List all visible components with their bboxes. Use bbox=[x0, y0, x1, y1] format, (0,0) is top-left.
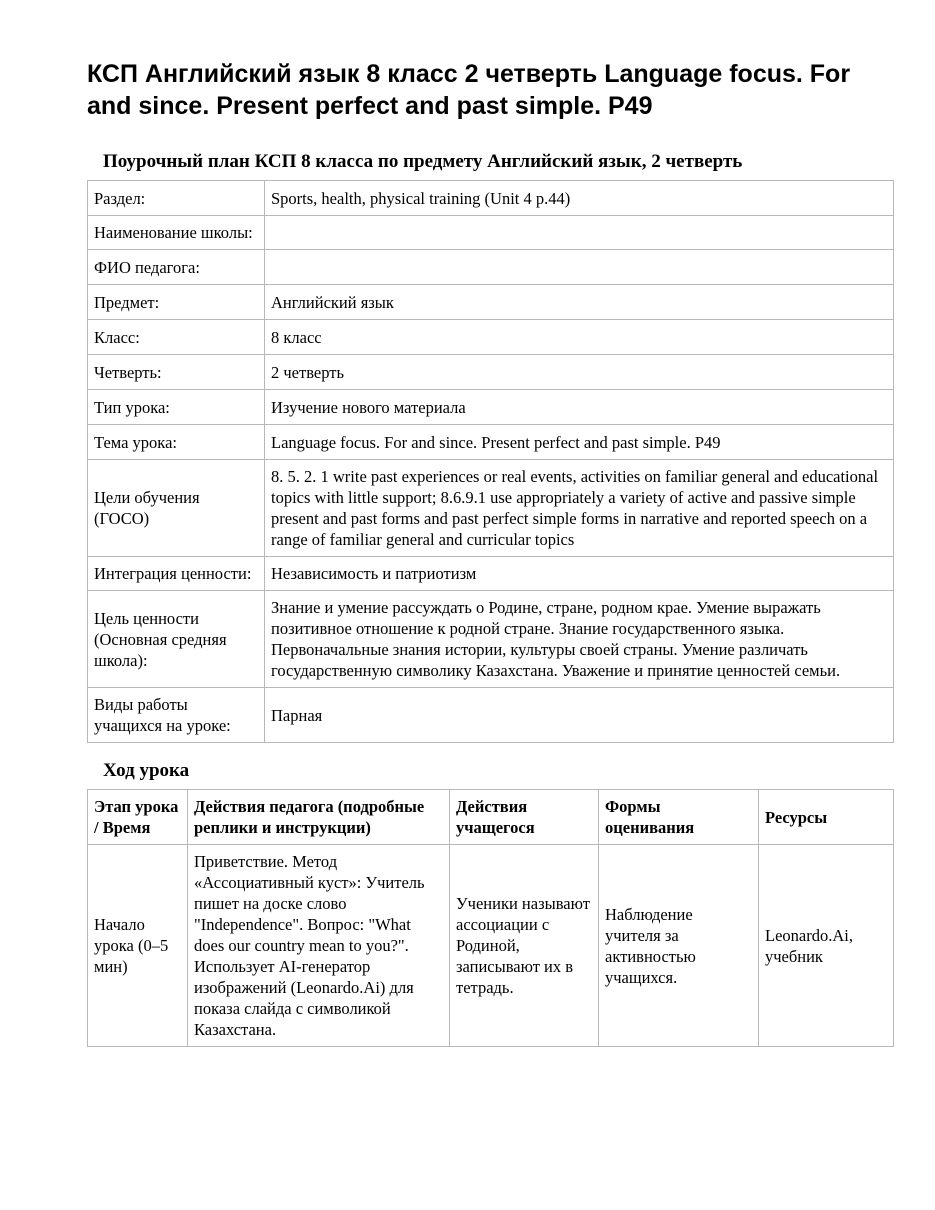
row-value: Language focus. For and since. Present perfect and past simple. P49 bbox=[265, 425, 894, 460]
column-header: Формы оценивания bbox=[599, 790, 759, 845]
row-label: Четверть: bbox=[88, 355, 265, 390]
row-value bbox=[265, 216, 894, 250]
column-header: Действия педагога (подробные реплики и инструкции) bbox=[188, 790, 450, 845]
column-header: Действия учащегося bbox=[450, 790, 599, 845]
table-row bbox=[88, 285, 894, 320]
resources-cell: Leonardo.Ai, учебник bbox=[759, 845, 894, 1047]
table-row bbox=[88, 557, 894, 591]
column-header: Ресурсы bbox=[759, 790, 894, 845]
stage-cell: Начало урока (0–5 мин) bbox=[88, 845, 188, 1047]
plan-heading: Поурочный план КСП 8 класса по предмету Английский язык, 2 четверть bbox=[103, 151, 743, 172]
row-label: Тема урока: bbox=[88, 425, 265, 460]
row-value: Знание и умение рассуждать о Родине, стране, родном крае. Умение выражать позитивное отношение к родной стране. Знание государственного языка. Первоначальные знания истории, культуры своей страны. Умение различать государственную символику Казахстана. Уважение и принятие ценностей семьи. bbox=[265, 591, 894, 688]
row-label: Цель ценности (Основная средняя школа): bbox=[88, 591, 265, 688]
row-label: Цели обучения (ГОСО) bbox=[88, 460, 265, 557]
lesson-flow-table bbox=[87, 789, 894, 1047]
row-value: Sports, health, physical training (Unit 4 p.44) bbox=[265, 181, 894, 216]
assessment-cell: Наблюдение учителя за активностью учащихся. bbox=[599, 845, 759, 1047]
table-header-row bbox=[88, 790, 894, 845]
row-value: Изучение нового материала bbox=[265, 390, 894, 425]
row-value: Независимость и патриотизм bbox=[265, 557, 894, 591]
row-label: Виды работы учащихся на уроке: bbox=[88, 688, 265, 743]
row-label: Тип урока: bbox=[88, 390, 265, 425]
column-header: Этап урока / Время bbox=[88, 790, 188, 845]
row-label: Наименование школы: bbox=[88, 216, 265, 250]
table-row bbox=[88, 591, 894, 688]
row-value: 8. 5. 2. 1 write past experiences or real events, activities on familiar general and educational topics with little support; 8.6.9.1 use appropriately a variety of active and passive simple present and past forms and past perfect simple forms in narrative and reported speech on a range of familiar general and curricular topics bbox=[265, 460, 894, 557]
table-row bbox=[88, 425, 894, 460]
table-row bbox=[88, 216, 894, 250]
row-value: 8 класс bbox=[265, 320, 894, 355]
row-label: Предмет: bbox=[88, 285, 265, 320]
table-row bbox=[88, 688, 894, 743]
table-row bbox=[88, 460, 894, 557]
table-row bbox=[88, 845, 894, 1047]
row-value: 2 четверть bbox=[265, 355, 894, 390]
row-label: Раздел: bbox=[88, 181, 265, 216]
lesson-info-table bbox=[87, 180, 894, 743]
row-label: Класс: bbox=[88, 320, 265, 355]
table-row bbox=[88, 320, 894, 355]
row-value bbox=[265, 250, 894, 285]
teacher-actions-cell: Приветствие. Метод «Ассоциативный куст»: Учитель пишет на доске слово "Independence". Вопрос: "What does our country mean to you?". Использует AI-генератор изображений (Leonardo.Ai) для показа слайда с символикой Казахстана. bbox=[188, 845, 450, 1047]
flow-heading: Ход урока bbox=[103, 760, 190, 781]
table-row bbox=[88, 355, 894, 390]
document-page bbox=[87, 58, 893, 1047]
table-row bbox=[88, 250, 894, 285]
row-value: Парная bbox=[265, 688, 894, 743]
row-value: Английский язык bbox=[265, 285, 894, 320]
student-actions-cell: Ученики называют ассоциации с Родиной, записывают их в тетрадь. bbox=[450, 845, 599, 1047]
row-label: ФИО педагога: bbox=[88, 250, 265, 285]
row-label: Интеграция ценности: bbox=[88, 557, 265, 591]
document-title: КСП Английский язык 8 класс 2 четверть Language focus. For and since. Present perfect and past simple. P49 bbox=[87, 60, 851, 120]
table-row bbox=[88, 181, 894, 216]
table-row bbox=[88, 390, 894, 425]
